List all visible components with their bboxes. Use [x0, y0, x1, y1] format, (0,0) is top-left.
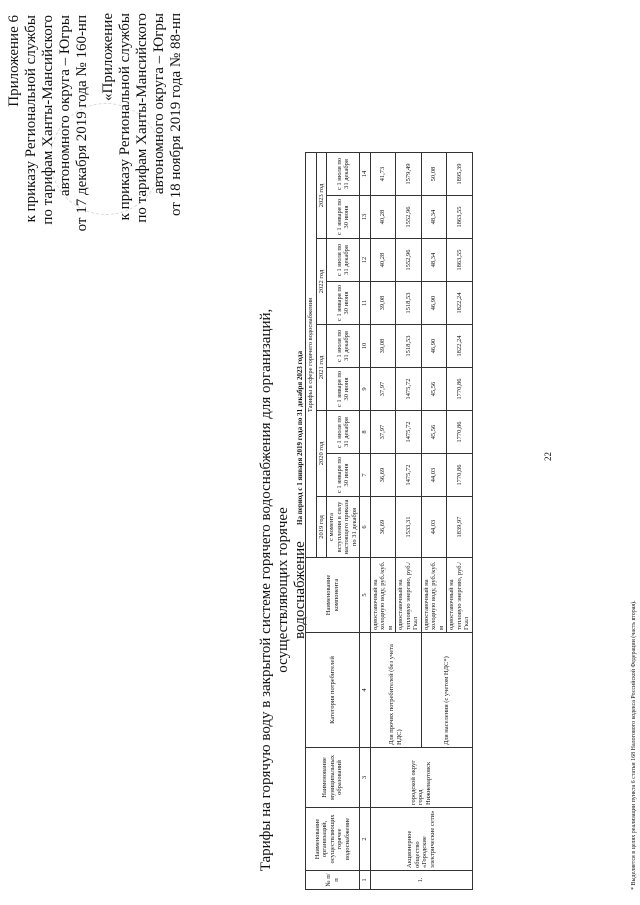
colnum: 4 [360, 633, 371, 748]
header-2021-h2: с 1 июля по 31 декабря [327, 325, 360, 368]
header-2022-h1: с 1 января по 30 июня [327, 282, 360, 325]
value-cell: 1475,72 [396, 368, 422, 411]
header-2023: 2023 год [316, 153, 327, 239]
value-cell: 1895,39 [447, 153, 473, 196]
value-cell: 46,90 [421, 282, 447, 325]
appendix-new-line4: автономного округа – Югры [57, 15, 73, 197]
value-cell: 40,28 [370, 239, 396, 282]
header-2020-h2: с 1 июля по 31 декабря [327, 411, 360, 454]
period-caption: На период с 1 января 2019 года по 31 декабря 2023 года [296, 351, 304, 525]
title-line1: Тарифы на горячую воду в закрытой системе горячего водоснабжения для организаций, осуществляющих горячее [258, 308, 291, 872]
tariff-table [305, 152, 473, 890]
component-cold: одноставочный на холодную воду, руб./куб. м [421, 558, 447, 633]
colnum: 11 [360, 282, 371, 325]
colnum: 9 [360, 368, 371, 411]
value-cell: 1579,49 [396, 153, 422, 196]
value-cell: 45,56 [421, 368, 447, 411]
colnum: 12 [360, 239, 371, 282]
header-2023-h1: с 1 января по 30 июня [327, 196, 360, 239]
page-number: 22 [543, 452, 553, 461]
value-cell: 1518,53 [396, 282, 422, 325]
municipality: городской округ город Нижневартовск [370, 748, 472, 808]
appendix-old-line1: «Приложение [100, 13, 116, 102]
value-cell: 44,03 [421, 497, 447, 558]
header-org: Наименование организаций, осуществляющих горячее водоснабжение [306, 808, 360, 871]
colnum: 2 [360, 808, 371, 871]
value-cell: 48,34 [421, 196, 447, 239]
value-cell: 1839,97 [447, 497, 473, 558]
value-cell: 1822,24 [447, 325, 473, 368]
title-line2: водоснабжение [292, 541, 308, 639]
colnum: 5 [360, 558, 371, 633]
component-heat: одноставочный на тепловую энергию, руб./Гкал [447, 558, 473, 633]
header-2022: 2022 год [316, 239, 327, 325]
appendix-new-line5: от 17 декабря 2019 года № 160-нп [74, 15, 90, 232]
colnum: 14 [360, 153, 371, 196]
value-cell: 37,97 [370, 411, 396, 454]
value-cell: 1770,86 [447, 411, 473, 454]
colnum: 10 [360, 325, 371, 368]
category-population: Для населения (с учетом НДС*) [421, 633, 472, 748]
value-cell: 39,08 [370, 282, 396, 325]
value-cell: 1822,24 [447, 282, 473, 325]
value-cell: 1552,96 [396, 239, 422, 282]
header-component: Наименование компонента [306, 558, 360, 633]
header-2023-h2: с 1 июля по 31 декабря [327, 153, 360, 196]
colnum: 8 [360, 411, 371, 454]
value-cell: 41,73 [370, 153, 396, 196]
header-2019-period: с момента вступления в силу настоящего приказа по 31 декабря [327, 497, 360, 558]
value-cell: 1475,72 [396, 454, 422, 497]
header-2019: 2019 год [316, 497, 327, 558]
footnote: * Выделяется в целях реализации пункта 6 статьи 168 Налогового кодекса Российской Федерации (часть вторая). [631, 600, 637, 890]
value-cell: 40,28 [370, 196, 396, 239]
component-heat: одноставочный на тепловую энергию, руб./Гкал [396, 558, 422, 633]
colnum: 13 [360, 196, 371, 239]
value-cell: 45,56 [421, 411, 447, 454]
appendix-new-line3: по тарифам Ханты-Мансийского [40, 15, 56, 225]
appendix-old-line3: по тарифам Ханты-Мансийского [134, 13, 150, 223]
value-cell: 1863,55 [447, 239, 473, 282]
org-number: 1. [370, 871, 472, 890]
value-cell: 1475,72 [396, 411, 422, 454]
org-name: Акционерное общество «Городские электрические сети» [370, 808, 472, 871]
header-tariffs: Тарифы в сфере горячего водоснабжения [306, 153, 317, 558]
appendix-new-line2: к приказу Региональной службы [23, 15, 39, 223]
header-category: Категория потребителей [306, 633, 360, 748]
value-cell: 1533,31 [396, 497, 422, 558]
appendix-new-line1: Приложение 6 [6, 15, 22, 107]
category-other: Для прочих потребителей (без учета НДС) [370, 633, 421, 748]
header-2021-h1: с 1 января по 30 июня [327, 368, 360, 411]
header-2020-h1: с 1 января по 30 июня [327, 454, 360, 497]
header-2022-h2: с 1 июля по 31 декабря [327, 239, 360, 282]
value-cell: 1770,86 [447, 368, 473, 411]
colnum: 6 [360, 497, 371, 558]
colnum: 7 [360, 454, 371, 497]
value-cell: 50,08 [421, 153, 447, 196]
header-num: № п/п [306, 871, 360, 890]
header-2021: 2021 год [316, 325, 327, 411]
value-cell: 1770,86 [447, 454, 473, 497]
colnum: 1 [360, 871, 371, 890]
value-cell: 1863,55 [447, 196, 473, 239]
value-cell: 37,97 [370, 368, 396, 411]
value-cell: 39,08 [370, 325, 396, 368]
column-numbers-row [360, 153, 371, 890]
appendix-old-line5: от 18 ноября 2019 года № 88-нп [168, 13, 184, 217]
header-municipality: Наименование муниципальных образований [306, 748, 360, 808]
appendix-old-line2: к приказу Региональной службы [117, 13, 133, 221]
value-cell: 36,69 [370, 497, 396, 558]
value-cell: 44,03 [421, 454, 447, 497]
colnum: 3 [360, 748, 371, 808]
value-cell: 1518,53 [396, 325, 422, 368]
appendix-new-block [6, 15, 91, 265]
appendix-old-line4: автономного округа – Югры [151, 13, 167, 195]
value-cell: 36,69 [370, 454, 396, 497]
table-row [370, 153, 396, 890]
header-2020: 2020 год [316, 411, 327, 497]
value-cell: 48,34 [421, 239, 447, 282]
component-cold: одноставочный на холодную воду, руб./куб. м [370, 558, 396, 633]
value-cell: 46,90 [421, 325, 447, 368]
appendix-old-block [100, 13, 185, 275]
value-cell: 1552,96 [396, 196, 422, 239]
